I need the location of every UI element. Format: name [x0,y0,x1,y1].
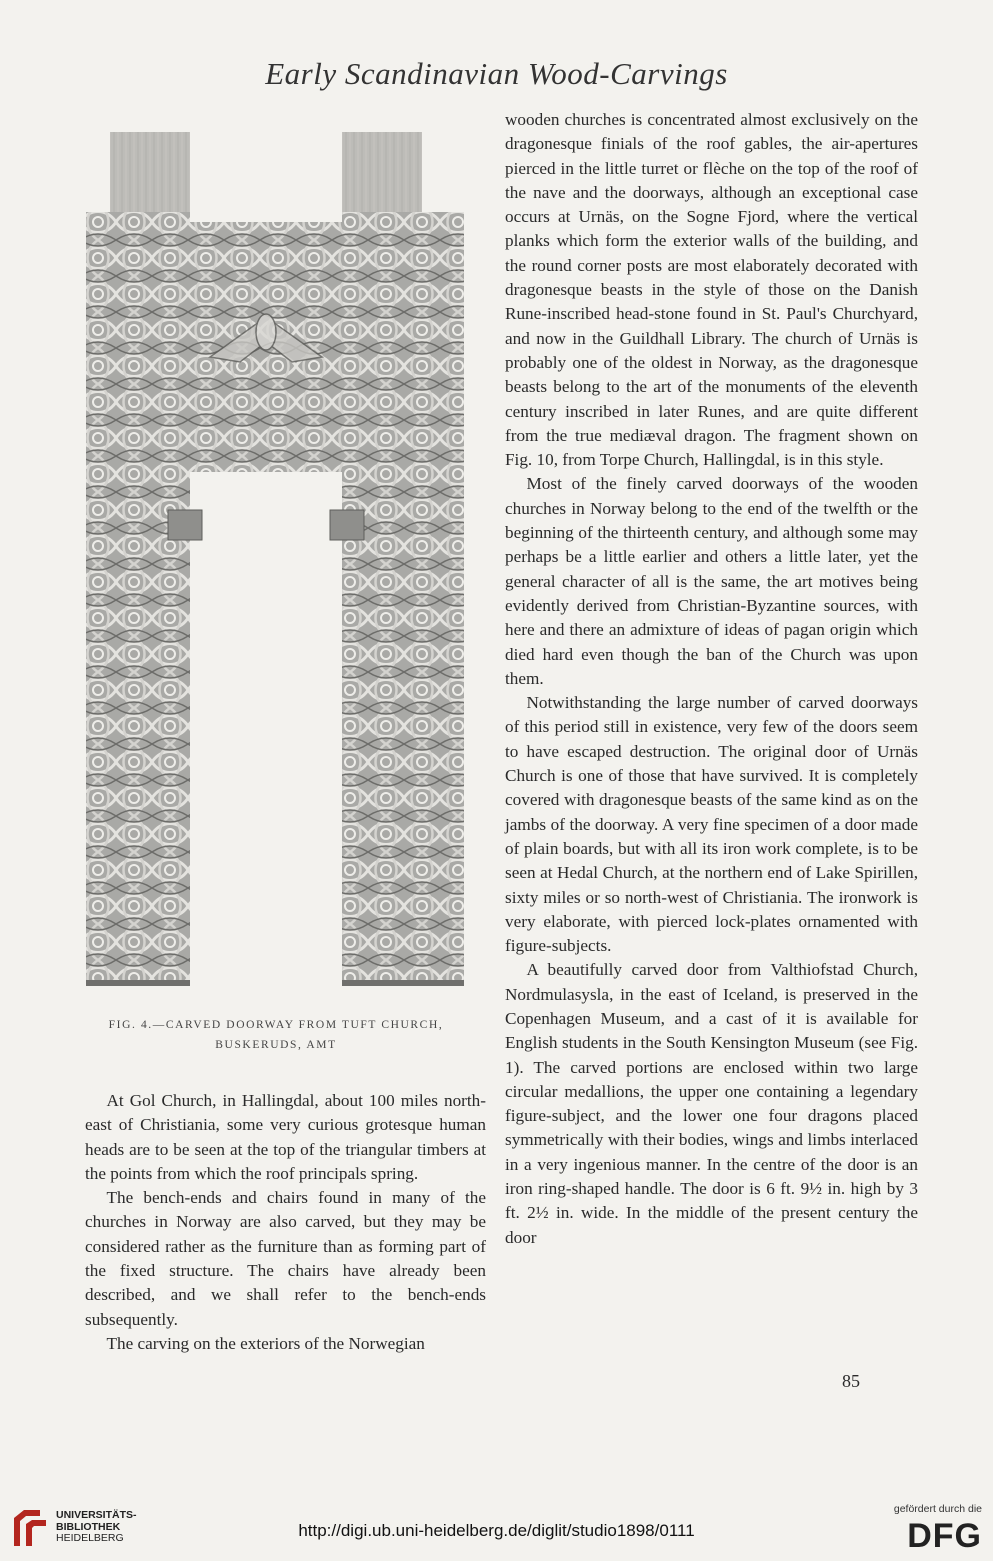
library-name-line-3: HEIDELBERG [56,1532,124,1544]
right-capital [330,510,364,540]
left-capital [168,510,202,540]
left-post-top [110,132,190,212]
paragraph: wooden churches is concentrated almost exclusively on the dragonesque finials of the roof gables, the air-apertures pierced in the little turret or flèche on the top of the roof of the nave and the doorways, although an exceptional case occurs at Urnäs, on the Sogne Fjord, where the vertical planks which form the exterior walls of the building, and the round corner posts are most elaborately decorated with dragonesque beasts in the style of those on the Danish Rune-inscribed head-stone found in St. Paul's Churchyard, and now in the Guildhall Library. The church of Urnäs is probably one of the oldest in Norway, as the dragonesque beasts belong to the art of the monuments of the eleventh century inscribed in later Runes, and are quite different from the true mediæval dragon. The fragment shown on Fig. 10, from Torpe Church, Hallingdal, is in this style. [505,110,918,470]
paragraph: A beautifully carved door from Valthiofstad Church, Nordmulasysla, in the east of Iceland, is preserved in the Copenhagen Museum, and a cast of it is available for English students in the South Kensington Museum (see Fig. 1). The carved portions are enclosed within two large circular medallions, the upper one containing a legendary figure-subject, and the lower one four dragons placed symmetrically with their bodies, wings and limbs interlaced in a very ingenious manner. In the centre of the door is an iron ring-shaped handle. The door is 6 ft. 9½ in. high by 3 ft. 2½ in. wide. In the middle of the present century the door [505,960,918,1247]
paragraph: The carving on the exteriors of the Norwegian [106,1333,425,1353]
paragraph: Most of the finely carved doorways of the wooden churches in Norway belong to the end of the twelfth or the beginning of the thirteenth century, and although some may perhaps be a little earlier and others a little later, yet the general character of all is the same, the art motives being evidently derived from Christian-Byzantine sources, with here and there an admixture of ideas of pagan origin which died hard even though the ban of the Church was upon them. [505,474,918,688]
page-number: 85 [842,1371,860,1391]
caption-line-2: BUSKERUDS, AMT [215,1039,337,1051]
caption-line-1: FIG. 4.—CARVED DOORWAY FROM TUFT CHURCH, [108,1019,444,1031]
right-column [505,108,918,1250]
left-column [85,1089,486,1356]
carved-doorway-figure [80,132,472,992]
permalink-url[interactable]: http://digi.ub.uni-heidelberg.de/diglit/studio1898/0111 [298,1521,695,1540]
library-name-line-2: BIBLIOTHEK [56,1520,121,1533]
paragraph: Notwithstanding the large number of carved doorways of this period still in existence, very few of the doors seem to have escaped destruction. The original door of Urnäs Church is one of those that have survived. It is completely covered with dragonesque beasts of the same kind as on the jambs of the doorway. A very fine specimen of a door made of plain boards, but with all its iron work complete, is to be seen at Hedal Church, at the northern end of Lake Spirillen, sixty miles or so north-west of Christiania. The ironwork is very elaborate, with pierced lock-plates ornamented with figure-subjects. [505,693,918,956]
right-jamb [342,212,464,982]
figure-caption [80,1015,472,1055]
running-head: Early Scandinavian Wood-Carvings [265,56,728,91]
paragraph: At Gol Church, in Hallingdal, about 100 miles north-east of Christiania, some very curious grotesque human heads are to be seen at the top of the triangular timbers at the points from which the roof principals spring. [85,1091,486,1183]
left-jamb [86,212,190,982]
dfg-wordmark: DFG [907,1517,982,1555]
sponsor-text: gefördert durch die [893,1503,982,1515]
carved-doorway-illustration [80,132,472,992]
dfg-sponsor-logo[interactable] [870,1501,988,1556]
library-name-line-1: UNIVERSITÄTS- [56,1509,137,1521]
right-post-top [342,132,422,212]
door-opening [190,472,342,982]
paragraph: The bench-ends and chairs found in many of the churches in Norway are also carved, but they may be considered rather as the furniture than as forming part of the fixed structure. The chairs have already been described, and we shall refer to the bench-ends subsequently. [85,1188,486,1329]
